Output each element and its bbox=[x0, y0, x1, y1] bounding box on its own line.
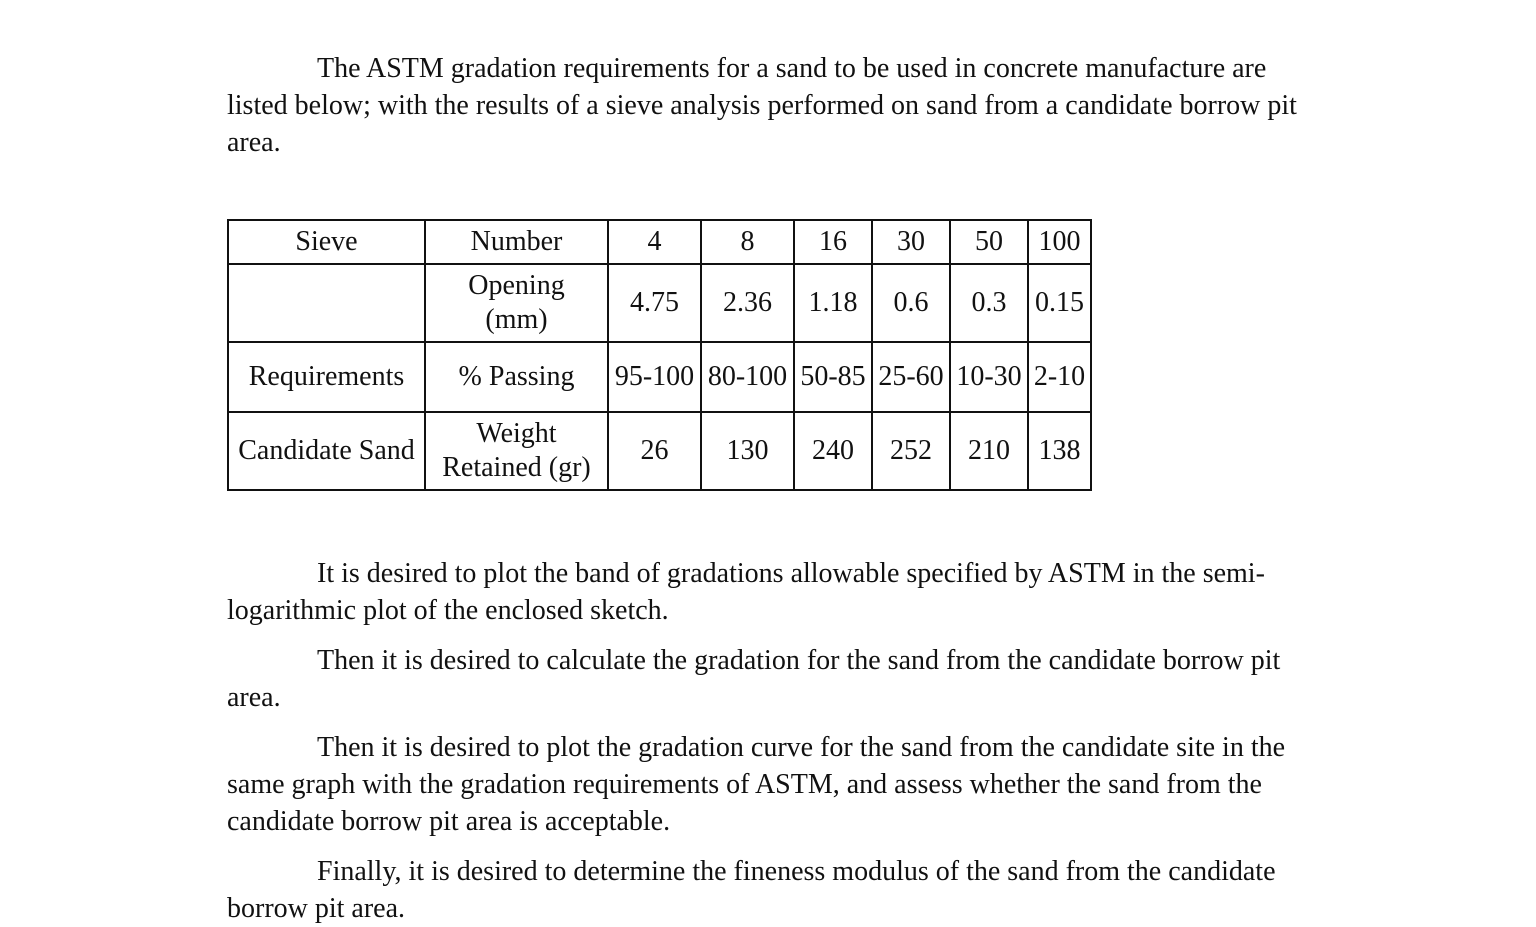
table-cell: 30 bbox=[872, 220, 950, 264]
row-label-requirements: Requirements bbox=[228, 342, 425, 412]
table-cell: 4 bbox=[608, 220, 701, 264]
task-paragraph-plot-band: It is desired to plot the band of gradations allowable specified by ASTM in the semi-logarithmic plot of the enclosed sketch. bbox=[227, 558, 1265, 626]
table-cell: 95-100 bbox=[608, 342, 701, 412]
table-cell: 138 bbox=[1028, 412, 1091, 490]
row-label-sieve: Sieve bbox=[228, 220, 425, 264]
task-paragraph-calculate: Then it is desired to calculate the gradation for the sand from the candidate borrow pit area. bbox=[227, 645, 1281, 713]
table-cell: 80-100 bbox=[701, 342, 794, 412]
table-cell: 1.18 bbox=[794, 264, 872, 342]
table-row-sieve-opening bbox=[228, 264, 1091, 342]
sub-label-line: Weight bbox=[476, 418, 557, 449]
table-cell: 2.36 bbox=[701, 264, 794, 342]
table-cell: 240 bbox=[794, 412, 872, 490]
row-label-empty bbox=[228, 264, 425, 342]
sieve-table bbox=[227, 219, 1092, 491]
table-cell: 26 bbox=[608, 412, 701, 490]
table-cell: 25-60 bbox=[872, 342, 950, 412]
document-page bbox=[227, 50, 1317, 927]
table-cell: 2-10 bbox=[1028, 342, 1091, 412]
table-cell: 100 bbox=[1028, 220, 1091, 264]
sub-label-line: % Passing bbox=[458, 361, 575, 392]
table-cell: 0.15 bbox=[1028, 264, 1091, 342]
table-cell: 50 bbox=[950, 220, 1028, 264]
table-cell: 130 bbox=[701, 412, 794, 490]
table-cell: 252 bbox=[872, 412, 950, 490]
row-label-candidate-sand: Candidate Sand bbox=[228, 412, 425, 490]
task-paragraph-plot-curve: Then it is desired to plot the gradation curve for the sand from the candidate site in the same graph with the gradation requirements of ASTM, and assess whether the sand from the candidate borrow pit area is acceptable. bbox=[227, 732, 1286, 837]
table-row-requirements bbox=[228, 342, 1091, 412]
table-cell: 4.75 bbox=[608, 264, 701, 342]
intro-paragraph: The ASTM gradation requirements for a sand to be used in concrete manufacture are listed below; with the results of a sieve analysis performed on sand from a candidate borrow pit area. bbox=[227, 53, 1297, 158]
table-cell: 0.6 bbox=[872, 264, 950, 342]
table-cell: 210 bbox=[950, 412, 1028, 490]
task-paragraph-fineness: Finally, it is desired to determine the fineness modulus of the sand from the candidate borrow pit area. bbox=[227, 856, 1276, 924]
table-cell: 10-30 bbox=[950, 342, 1028, 412]
table-cell: 0.3 bbox=[950, 264, 1028, 342]
sub-label-line: Opening bbox=[468, 270, 565, 301]
row-sub-weight-retained bbox=[425, 412, 608, 490]
sub-label-line: (mm) bbox=[485, 304, 548, 335]
sub-label-line: Number bbox=[470, 226, 563, 257]
table-row-sieve-number bbox=[228, 220, 1091, 264]
table-cell: 8 bbox=[701, 220, 794, 264]
row-sub-opening bbox=[425, 264, 608, 342]
row-sub-number bbox=[425, 220, 608, 264]
table-cell: 16 bbox=[794, 220, 872, 264]
sub-label-line: Retained (gr) bbox=[442, 452, 591, 483]
table-row-candidate-sand bbox=[228, 412, 1091, 490]
row-sub-passing bbox=[425, 342, 608, 412]
table-cell: 50-85 bbox=[794, 342, 872, 412]
